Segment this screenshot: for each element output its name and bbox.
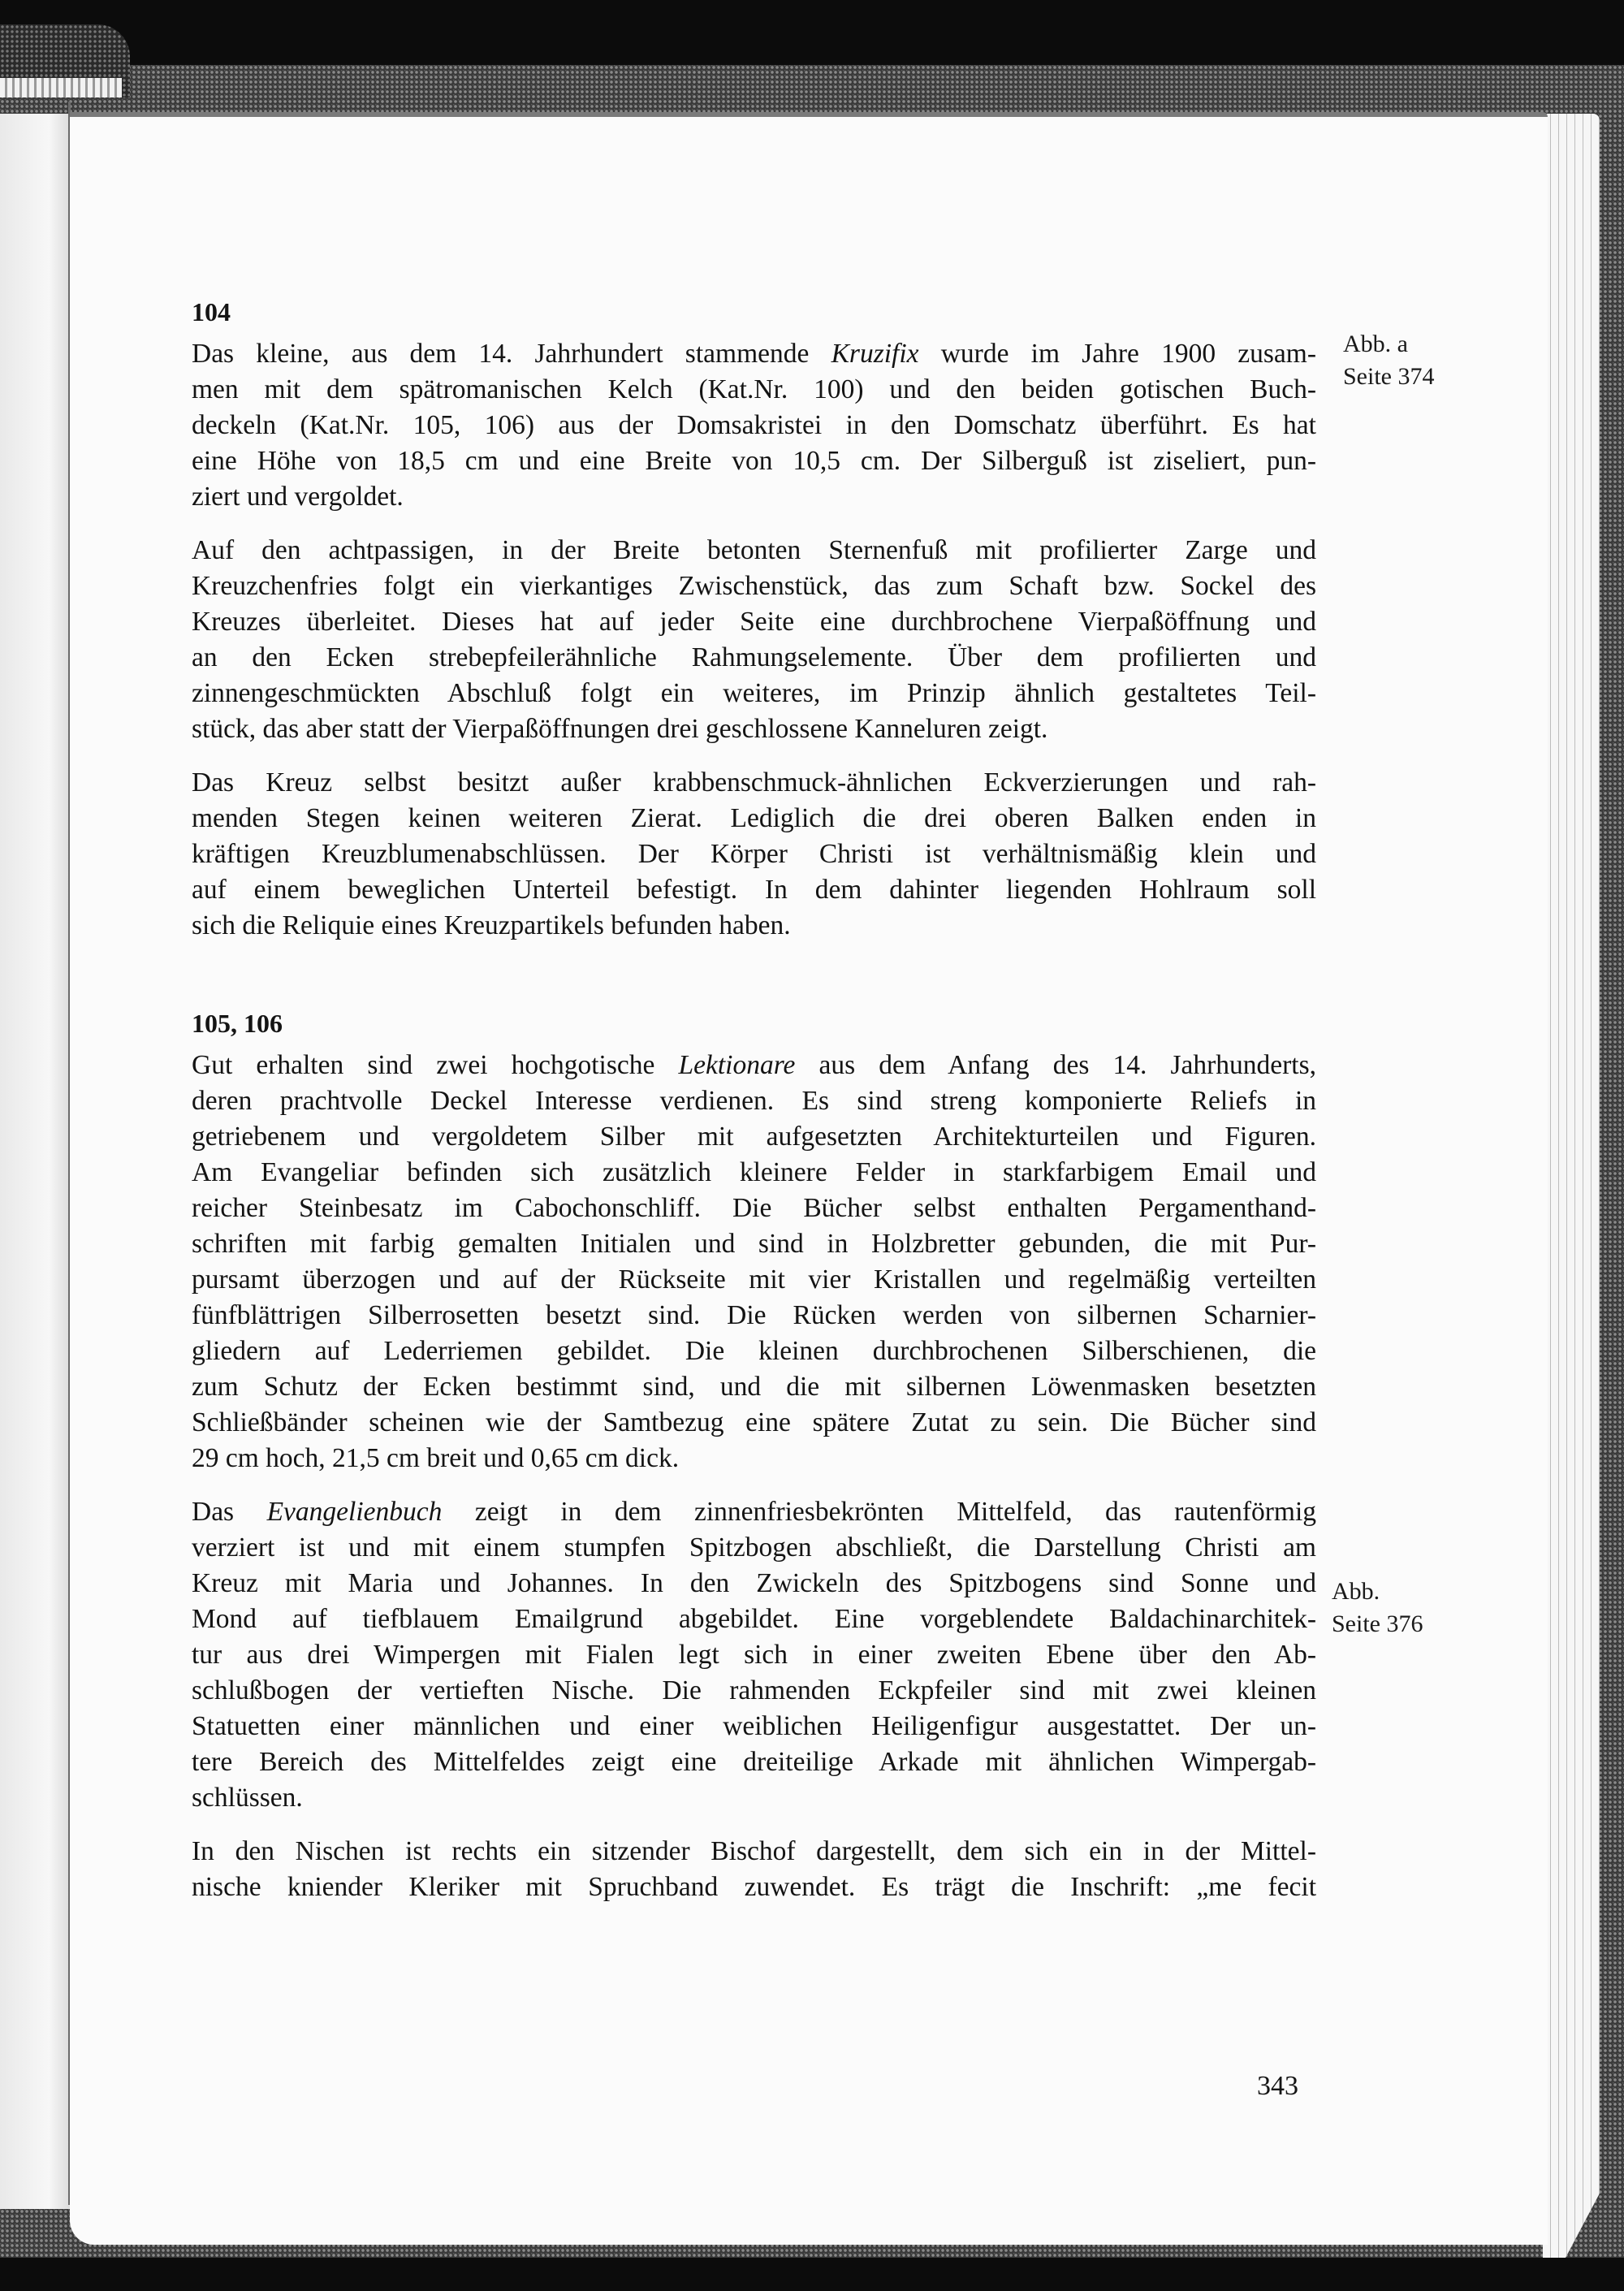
text-line: reicher Steinbesatz im Cabochonschliff. Die Bücher selbst enthalten Pergamenthand- [192, 1193, 1316, 1223]
text-line: Kreuzchenfries folgt ein vierkantiges Zwischenstück, das zum Schaft bzw. Sockel des [192, 571, 1316, 601]
text-line: fünfblättrigen Silberrosetten besetzt sind. Die Rücken werden von silbernen Scharnier- [192, 1300, 1316, 1330]
text-line: In den Nischen ist rechts ein sitzender Bischof dargestellt, dem sich ein in der Mittel- [192, 1836, 1316, 1866]
text-line: tere Bereich des Mittelfeldes zeigt eine dreiteilige Arkade mit ähnlichen Wimpergab- [192, 1747, 1316, 1777]
text-line: Schließbänder scheinen wie der Samtbezug eine spätere Zutat zu sein. Die Bücher sind [192, 1407, 1316, 1437]
text-line: eine Höhe von 18,5 cm und eine Breite von 10,5 cm. Der Silberguß ist ziseliert, pun- [192, 446, 1316, 476]
text-line: schlußbogen der vertieften Nische. Die rahmenden Eckpfeiler sind mit zwei kleinen [192, 1675, 1316, 1705]
text-line: zum Schutz der Ecken bestimmt sind, und die mit silbernen Löwenmasken besetzten [192, 1372, 1316, 1402]
text-line: Das Evangelienbuch zeigt in dem zinnenfriesbekrönten Mittelfeld, das rautenförmig [192, 1497, 1317, 1527]
figure-reference-page: Seite 376 [1332, 1610, 1423, 1637]
paragraph [192, 1494, 1316, 1816]
figure-reference-note [1343, 328, 1435, 393]
italic-term: Lektionare [678, 1050, 796, 1080]
text-line: tur aus drei Wimpergen mit Fialen legt sich in einer zweiten Ebene über den Ab- [192, 1640, 1316, 1670]
catalog-entry-number: 105, 106 [192, 1009, 283, 1038]
italic-term: Evangelienbuch [266, 1497, 443, 1527]
text-line: Gut erhalten sind zwei hochgotische Lektionare aus dem Anfang des 14. Jahrhunderts, [192, 1050, 1317, 1080]
catalog-entry [192, 294, 1316, 944]
text-line: auf einem beweglichen Unterteil befestigt. In dem dahinter liegenden Hohlraum soll [192, 875, 1316, 905]
text-line: gliedern auf Lederriemen gebildet. Die kleinen durchbrochenen Silberschienen, die [192, 1336, 1316, 1366]
text-line: schriften mit farbig gemalten Initialen und sind in Holzbretter gebunden, die mit Pur- [192, 1229, 1316, 1259]
text-line: Kreuz mit Maria und Johannes. In den Zwickeln des Spitzbogens sind Sonne und [192, 1568, 1316, 1598]
text-line: men mit dem spätromanischen Kelch (Kat.Nr. 100) und den beiden gotischen Buch- [192, 374, 1316, 404]
paragraph [192, 765, 1316, 944]
text-line: sich die Reliquie eines Kreuzpartikels befunden haben. [192, 910, 791, 940]
paragraph [192, 533, 1316, 747]
text-line: Statuetten einer männlichen und einer weiblichen Heiligenfigur ausgestattet. Der un- [192, 1711, 1316, 1741]
paragraph [192, 336, 1316, 515]
text-line: getriebenem und vergoldetem Silber mit aufgesetzten Architekturteilen und Figuren. [192, 1122, 1316, 1152]
text-line: an den Ecken strebepfeilerähnliche Rahmungselemente. Über dem profilierten und [192, 642, 1316, 672]
figure-reference-note [1332, 1576, 1423, 1640]
paragraph [192, 1048, 1316, 1476]
page-number: 343 [1257, 2071, 1298, 2101]
text-line: kräftigen Kreuzblumenabschlüssen. Der Körper Christi ist verhältnismäßig klein und [192, 839, 1316, 869]
page-body [192, 294, 1316, 1967]
page-edge-stack [1543, 114, 1600, 2258]
text-line: stück, das aber statt der Vierpaßöffnungen drei geschlossene Kanneluren zeigt. [192, 714, 1048, 744]
text-line: schlüssen. [192, 1783, 303, 1813]
text-line: Das kleine, aus dem 14. Jahrhundert stammende Kruzifix wurde im Jahre 1900 zusam- [192, 339, 1316, 369]
figure-reference-label: Abb. [1332, 1578, 1380, 1605]
text-line: Am Evangeliar befinden sich zusätzlich kleinere Felder in starkfarbigem Email und [192, 1157, 1316, 1187]
catalog-entry [192, 1005, 1316, 1905]
italic-term: Kruzifix [831, 339, 919, 369]
text-line: Mond auf tiefblauem Emailgrund abgebildet. Eine vorgeblendete Baldachinarchitek- [192, 1604, 1316, 1634]
text-line: Das Kreuz selbst besitzt außer krabbenschmuck-ähnlichen Eckverzierungen und rah- [192, 767, 1316, 798]
text-line: deckeln (Kat.Nr. 105, 106) aus der Domsakristei in den Domschatz überführt. Es hat [192, 410, 1316, 440]
text-line: verziert ist und mit einem stumpfen Spitzbogen abschließt, die Darstellung Christi am [192, 1532, 1316, 1563]
text-line: pursamt überzogen und auf der Rückseite mit vier Kristallen und regelmäßig verteilten [192, 1264, 1316, 1295]
text-line: zinnengeschmückten Abschluß folgt ein weiteres, im Prinzip ähnlich gestaltetes Teil- [192, 678, 1316, 708]
figure-reference-label: Abb. a [1343, 331, 1408, 357]
text-line: ziert und vergoldet. [192, 482, 404, 512]
catalog-entry-number: 104 [192, 297, 231, 326]
figure-reference-page: Seite 374 [1343, 363, 1435, 390]
text-line: Kreuzes überleitet. Dieses hat auf jeder Seite eine durchbrochene Vierpaßöffnung und [192, 607, 1316, 637]
text-line: 29 cm hoch, 21,5 cm breit und 0,65 cm dick. [192, 1443, 680, 1473]
text-line: deren prachtvolle Deckel Interesse verdienen. Es sind streng komponierte Reliefs in [192, 1086, 1316, 1116]
facing-page-edge [0, 114, 70, 2209]
text-line: Auf den achtpassigen, in der Breite betonten Sternenfuß mit profilierter Zarge und [192, 535, 1316, 565]
text-line: nische kniender Kleriker mit Spruchband zuwendet. Es trägt die Inschrift: „me fecit [192, 1872, 1316, 1902]
book-spine-headband [0, 78, 122, 97]
paragraph [192, 1834, 1316, 1905]
text-line: menden Stegen keinen weiteren Zierat. Lediglich die drei oberen Balken enden in [192, 803, 1316, 833]
